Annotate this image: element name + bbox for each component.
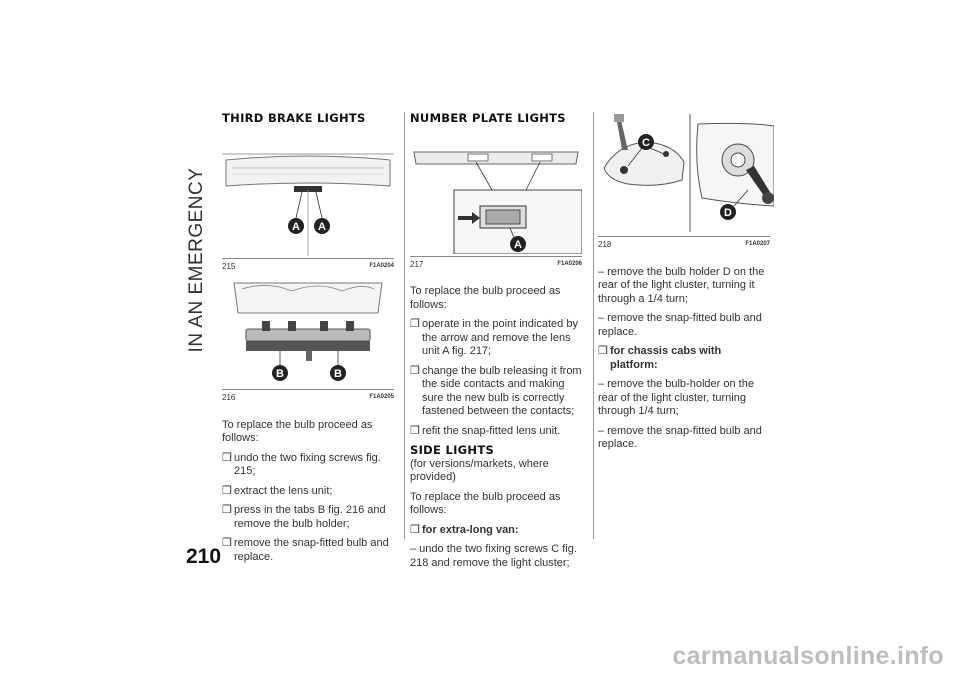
callout-b-left-label: B <box>276 368 284 380</box>
side-light-illustration <box>598 114 774 234</box>
figure-216-code: F1A0205 <box>369 394 394 400</box>
heading-third-brake-lights: THIRD BRAKE LIGHTS <box>222 111 366 125</box>
column-third-brake-lights <box>222 112 394 570</box>
checkbox-icon: ❒ <box>222 504 232 516</box>
figure-216-number: 216 <box>222 393 236 402</box>
watermark[interactable]: carmanualsonline.info <box>672 642 944 670</box>
col2-step-1: ❒ operate in the point indicated by the arrow and remove the lens unit A fig. 217; <box>410 318 578 357</box>
figure-217 <box>410 130 582 272</box>
figure-217-code: F1A0206 <box>557 260 582 267</box>
figure-215-code: F1A0204 <box>369 262 394 269</box>
figure-218-caption <box>598 236 770 252</box>
col1-step-4: ❒ remove the snap-fitted bulb and replace. <box>222 537 389 563</box>
column-divider-1 <box>404 112 405 539</box>
col2-intro: To replace the bulb proceed as follows: <box>410 285 561 311</box>
checkbox-icon: ❒ <box>410 424 420 437</box>
col2-dash-1: – undo the two fixing screws C fig. 218 and remove the light cluster; <box>410 543 577 569</box>
col3-dash-3: – remove the bulb-holder on the rear of the light cluster, turning through 1/4 turn; <box>598 378 754 417</box>
checkbox-icon: ❒ <box>410 364 420 377</box>
column-divider-2 <box>593 112 594 539</box>
page-number: 210 <box>186 545 222 568</box>
figure-216 <box>222 277 394 405</box>
callout-a-label: A <box>514 238 522 251</box>
col1-step-1: ❒ undo the two fixing screws fig. 215; <box>222 451 381 477</box>
column-side-lights-continued <box>598 112 770 458</box>
figure-215-number: 215 <box>222 261 236 271</box>
section-label: IN AN EMERGENCY <box>186 167 207 353</box>
col2-step-3: ❒ refit the snap-fitted lens unit. <box>410 424 561 437</box>
checkbox-icon: ❒ <box>410 523 420 536</box>
col3-dash-1: – remove the bulb holder D on the rear of the light cluster, turning it through a 1/4 turn; <box>598 265 765 305</box>
col3-dash-2: – remove the snap-fitted bulb and replace. <box>598 312 762 338</box>
callout-d-label: D <box>724 207 732 219</box>
callout-a-left-label: A <box>292 220 300 233</box>
figure-218 <box>598 114 770 252</box>
figure-218-code: F1A0207 <box>745 241 770 247</box>
checkbox-icon: ❒ <box>410 318 420 330</box>
figure-215 <box>222 130 394 274</box>
column-number-plate-lights <box>410 112 582 576</box>
figure-215-caption <box>222 258 394 274</box>
figure-217-number: 217 <box>410 259 424 269</box>
col2-intro-2: To replace the bulb proceed as follows: <box>410 490 561 516</box>
callout-a-right-label: A <box>318 220 326 233</box>
checkbox-icon: ❒ <box>222 484 232 497</box>
bulb-holder-illustration <box>222 277 394 387</box>
checkbox-icon: ❒ <box>222 537 232 549</box>
checkbox-icon: ❒ <box>222 451 232 464</box>
col1-step-3: ❒ press in the tabs B fig. 216 and remove the bulb holder; <box>222 504 386 530</box>
number-plate-light-illustration <box>410 130 582 254</box>
col2-step-2: ❒ change the bulb releasing it from the side contacts and making sure the new bulb is correctly fastened between the contacts; <box>410 364 582 417</box>
figure-217-caption <box>410 256 582 272</box>
sub-heading-extra-long-van: ❒ for extra-long van: <box>410 523 519 536</box>
heading-side-lights: SIDE LIGHTS <box>410 443 495 457</box>
third-brake-light-illustration <box>222 130 394 256</box>
col3-dash-4: – remove the snap-fitted bulb and replace. <box>598 424 762 450</box>
figure-218-number: 218 <box>598 240 612 249</box>
heading-number-plate-lights: NUMBER PLATE LIGHTS <box>410 111 566 125</box>
sub-heading-chassis-cabs: ❒ for chassis cabs with platform: <box>598 345 722 371</box>
checkbox-icon: ❒ <box>598 345 608 357</box>
col1-step-2: ❒ extract the lens unit; <box>222 484 333 497</box>
callout-b-right-label: B <box>334 368 342 380</box>
callout-c-label: C <box>642 137 650 149</box>
col1-intro: To replace the bulb proceed as follows: <box>222 418 373 444</box>
figure-216-caption <box>222 389 394 405</box>
side-lights-note: (for versions/markets, where provided) <box>410 457 549 483</box>
